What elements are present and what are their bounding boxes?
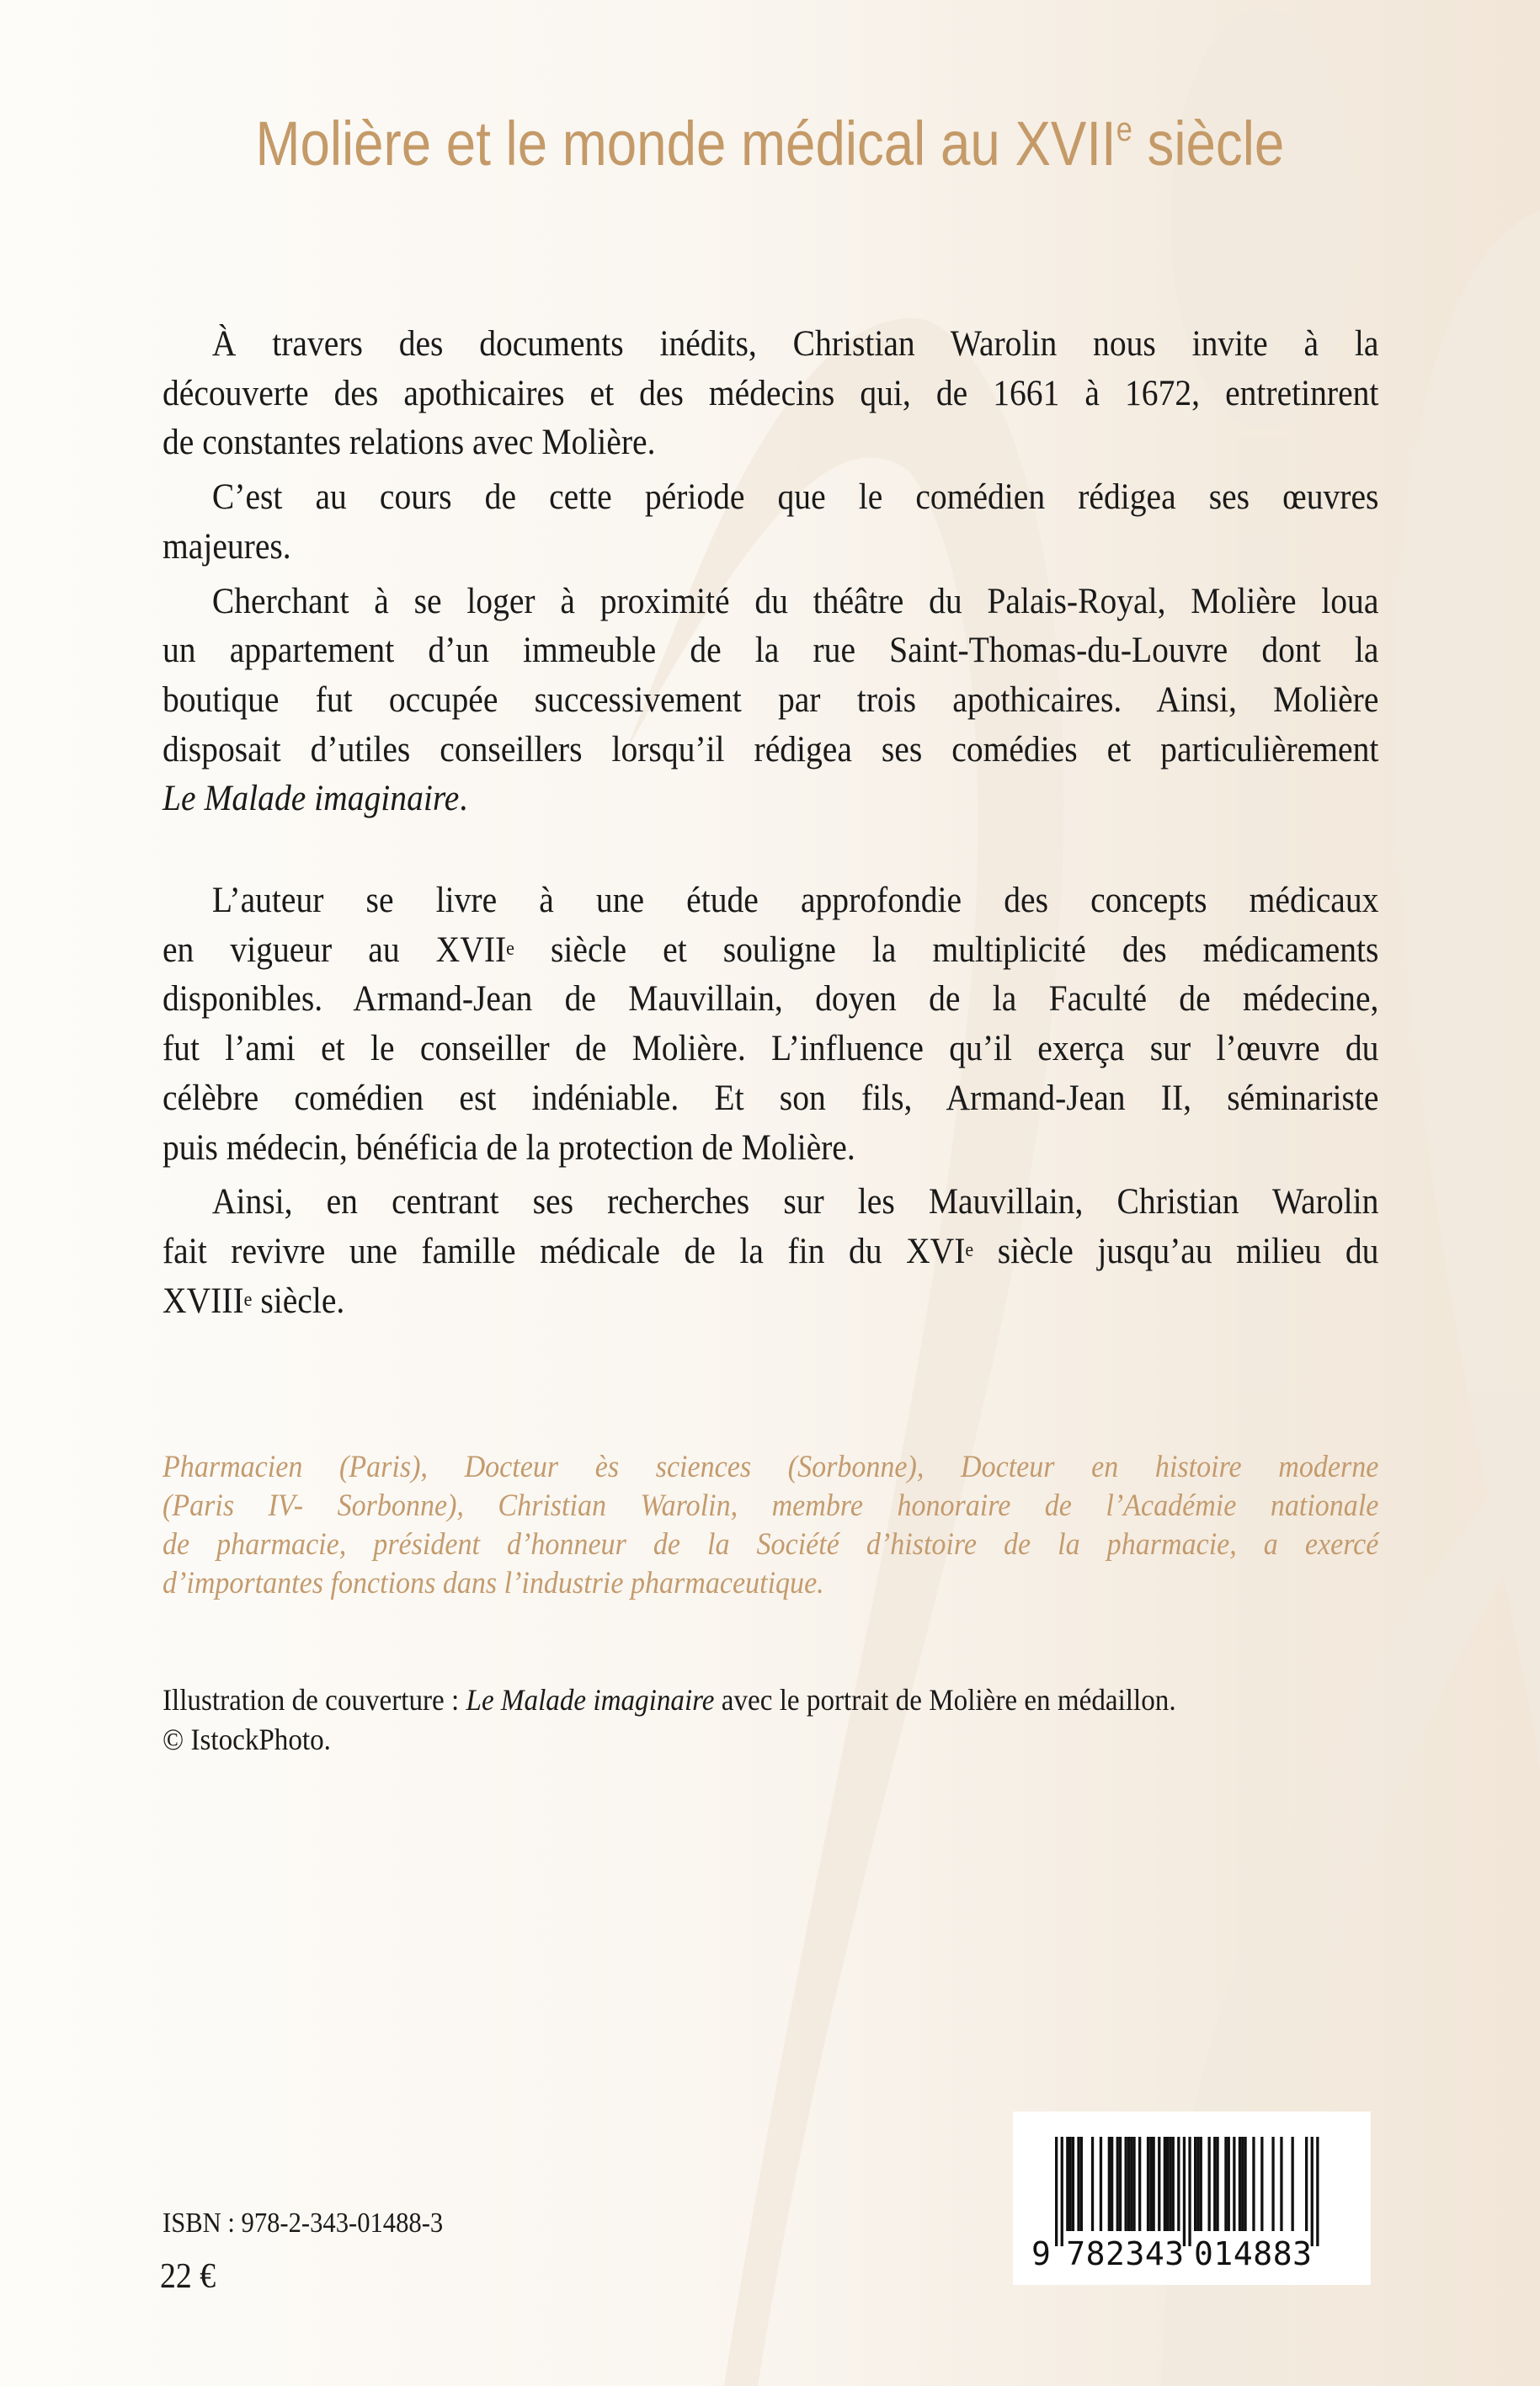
blurb-line: disposait d’utiles conseillers lorsqu’il rédigea ses comédies et particulièrement [163,729,1379,770]
blurb-line: de constantes relations avec Molière. [163,423,656,463]
barcode-bar [1228,2137,1230,2231]
barcode-bar [1069,2137,1072,2231]
barcode-bar [1100,2137,1102,2231]
blurb-line: disponibles. Armand-Jean de Mauvillain, doyen de la Faculté de médecine, [163,979,1379,1020]
barcode-bar [1055,2137,1058,2246]
bio-line: d’importantes fonctions dans l’industrie pharmaceutique. [163,1566,824,1600]
barcode-bar [1111,2137,1113,2231]
barcode-bar [1305,2137,1308,2231]
barcode-bar [1213,2137,1216,2231]
barcode-bar [1208,2137,1211,2231]
blurb-line: C’est au cours de cette période que le comédien rédigea ses œuvres [211,477,1379,518]
cover-credit [163,1680,1479,1760]
blurb-line: célèbre comédien est indéniable. Et son fils, Armand-Jean II, séminariste [163,1078,1379,1118]
barcode-bar [1158,2137,1160,2231]
credit-copyright: © IstockPhoto. [163,1723,331,1756]
blurb-line: L’auteur se livre à une étude approfondie des concepts médicaux [211,881,1379,921]
barcode-bar [1116,2137,1119,2231]
blurb-line: puis médecin, bénéficia de la protection de Molière. [163,1127,855,1168]
barcode-bar [1061,2137,1063,2246]
barcode-bar [1216,2137,1218,2231]
barcode-bar [1200,2137,1202,2231]
credit-suffix: avec le portrait de Molière en médaillon. [714,1683,1176,1717]
blurb-line: fait revivre une famille médicale de la fin du XVIe siècle jusqu’au milieu du [163,1231,1379,1271]
barcode-bar [1260,2137,1263,2231]
barcode-bar [1138,2137,1141,2231]
barcode [1013,2112,1371,2285]
author-bio [163,1448,1378,1603]
barcode-bar [1130,2137,1132,2231]
credit-prefix: Illustration de couverture : [163,1683,466,1717]
bio-line: Pharmacien (Paris), Docteur ès sciences (Sorbonne), Docteur en histoire moderne [163,1450,1379,1484]
isbn: ISBN : 978-2-343-01488-3 [163,2208,444,2239]
barcode-digits: 782343 [1066,2235,1185,2271]
book-title [0,108,1540,179]
barcode-bar [1066,2137,1068,2231]
barcode-bar [1244,2137,1246,2231]
blurb-line: en vigueur au XVIIe siècle et souligne la multiplicité des médicaments [163,929,1379,970]
barcode-bars [1030,2128,1354,2271]
barcode-bar [1188,2137,1191,2246]
barcode-bar [1239,2137,1241,2231]
barcode-bar [1233,2137,1235,2231]
barcode-bar [1224,2137,1227,2231]
barcode-bar [1241,2137,1244,2231]
barcode-bar [1108,2137,1111,2231]
barcode-bar [1292,2137,1294,2231]
blurb-line: Cherchant à se loger à proximité du théâtre du Palais-Royal, Molière loua [211,581,1379,621]
credit-work-title: Le Malade imaginaire [466,1683,715,1717]
barcode-bar [1149,2137,1152,2231]
blurb-line: majeures. [163,526,291,567]
blurb-text [163,320,1378,1326]
barcode-bar [1166,2137,1169,2231]
blurb-line: Ainsi, en centrant ses recherches sur les Mauvillain, Christian Warolin [211,1182,1379,1222]
price: 22 € [160,2257,216,2296]
blurb-line: fut l’ami et le conseiller de Molière. L’influence qu’il exerça sur l’œuvre du [163,1029,1379,1069]
barcode-bar [1077,2137,1079,2231]
blurb-line: Le Malade imaginaire. [163,779,468,819]
title-text: Molière et le monde médical au XVII [255,109,1116,178]
barcode-bar [1119,2137,1122,2231]
barcode-bar [1172,2137,1175,2231]
title-superscript: e [1116,111,1133,148]
title-end: siècle [1132,109,1285,178]
barcode-bar [1127,2137,1130,2231]
blurb-line: découverte des apothicaires et des médecins qui, de 1661 à 1672, entretinrent [163,373,1379,413]
barcode-digits: 014883 [1194,2235,1312,2271]
barcode-bar [1164,2137,1166,2231]
blurb-line: XVIIIe siècle. [163,1281,345,1321]
barcode-bar [1169,2137,1171,2231]
barcode-bar [1091,2137,1094,2231]
barcode-bar [1280,2137,1282,2231]
barcode-bar [1252,2137,1255,2231]
barcode-bar [1080,2137,1083,2231]
barcode-bar [1072,2137,1074,2231]
barcode-bar [1177,2137,1180,2231]
blurb-line: À travers des documents inédits, Christian Warolin nous invite à la [211,324,1379,364]
bio-line: de pharmacie, président d’honneur de la Société d’histoire de la pharmacie, a exercé [163,1527,1379,1562]
barcode-bar [1147,2137,1149,2231]
barcode-bar [1153,2137,1155,2231]
barcode-bar [1132,2137,1135,2231]
barcode-bar [1271,2137,1274,2231]
barcode-bar [1311,2137,1314,2246]
barcode-bar [1183,2137,1186,2246]
bio-line: (Paris IV- Sorbonne), Christian Warolin, membre honoraire de l’Académie nationale [163,1489,1379,1523]
barcode-bar [1316,2137,1319,2246]
barcode-bar [1194,2137,1196,2231]
blurb-line: un appartement d’un immeuble de la rue Saint-Thomas-du-Louvre dont la [163,631,1379,671]
blurb-line: boutique fut occupée successivement par trois apothicaires. Ainsi, Molière [163,679,1379,720]
barcode-digits: 9 [1031,2235,1051,2271]
barcode-bar [1125,2137,1127,2231]
barcode-bar [1196,2137,1199,2231]
